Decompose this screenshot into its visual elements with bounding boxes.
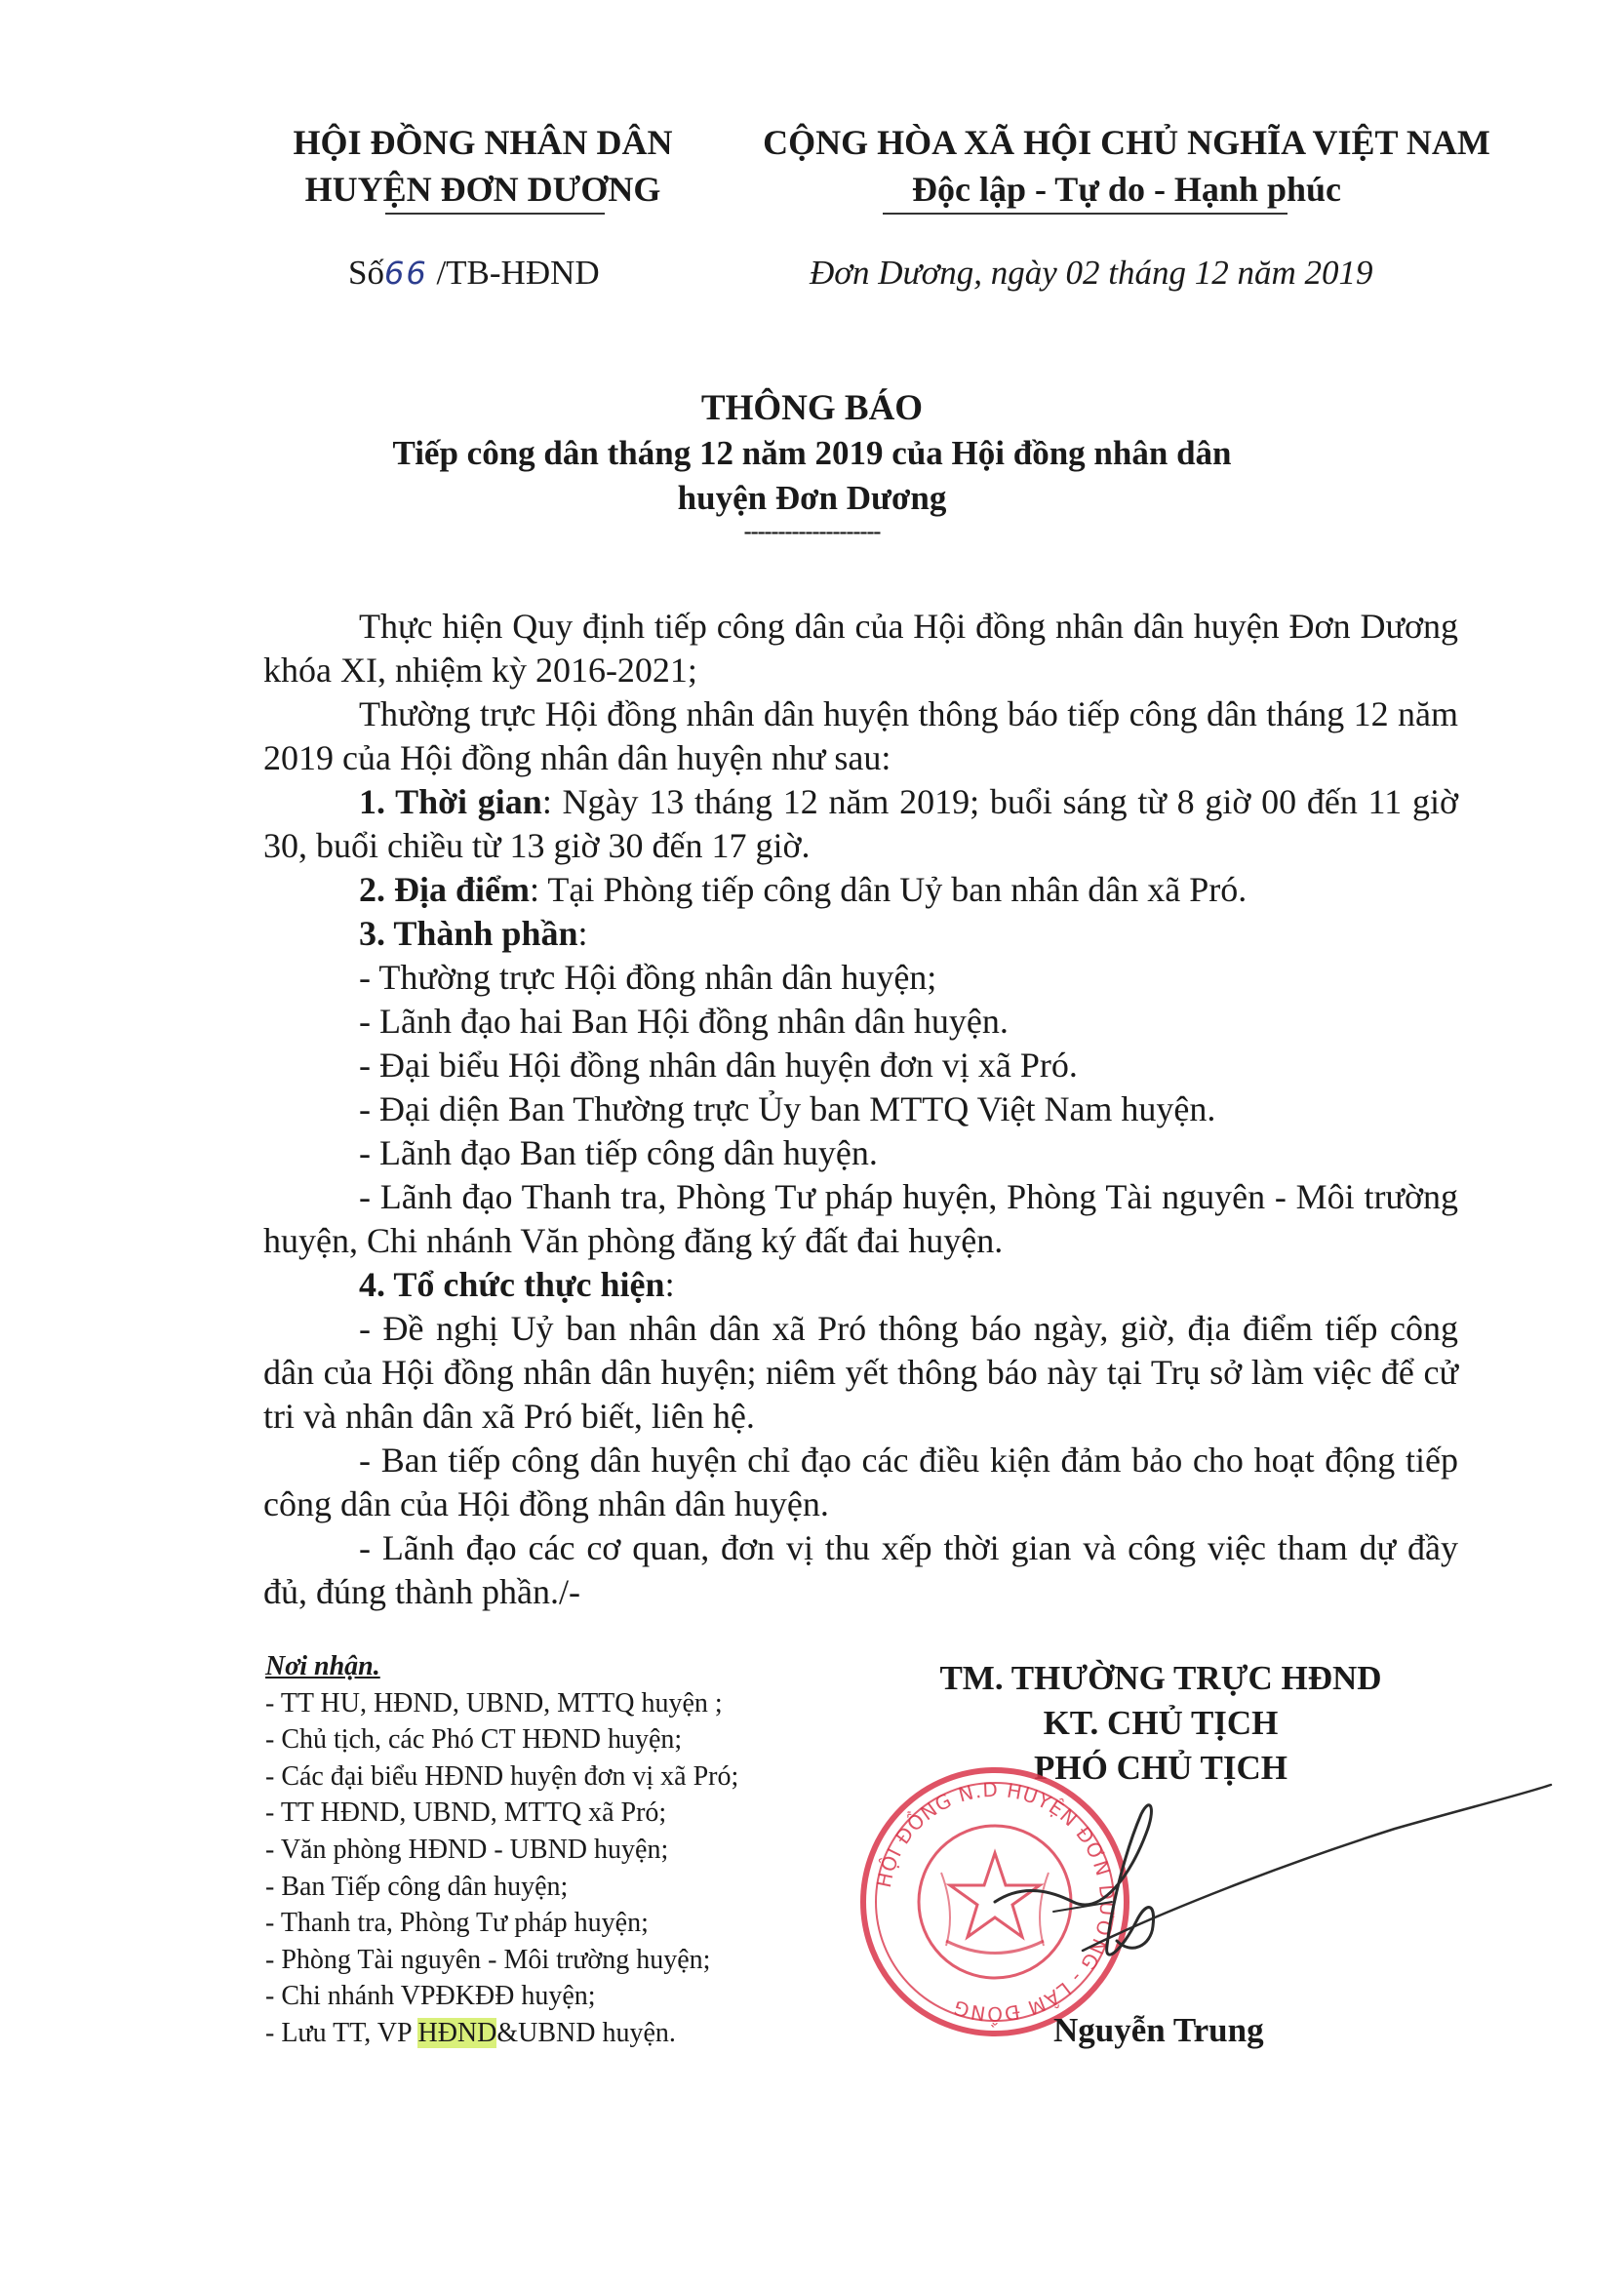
motto-underline: [883, 213, 1287, 215]
document-body: [263, 605, 1458, 1614]
recipients-heading: Nơi nhận.: [265, 1651, 380, 1681]
section-location-label: 2. Địa điểm: [359, 870, 530, 909]
recipient-item: - Các đại biểu HĐND huyện đơn vị xã Pró;: [265, 1760, 739, 1792]
section-time-text: : Ngày 13 tháng 12 năm 2019; buổi sáng từ 8 giờ 00 đến 11 giờ 30, buổi chiều từ 13 giờ 30 đến 17 giờ.: [263, 782, 1458, 865]
participant-item: - Lãnh đạo hai Ban Hội đồng nhân dân huyện.: [359, 1002, 1009, 1041]
recipient-item: - TT HĐND, UBND, MTTQ xã Pró;: [265, 1797, 667, 1829]
section-location-text: : Tại Phòng tiếp công dân Uỷ ban nhân dân xã Pró.: [530, 870, 1248, 909]
nation-line-1: CỘNG HÒA XÃ HỘI CHỦ NGHĨA VIỆT NAM: [763, 123, 1490, 162]
participant-item: - Đại diện Ban Thường trực Ủy ban MTTQ Việt Nam huyện.: [359, 1089, 1216, 1128]
number-suffix: /TB-HĐND: [436, 254, 600, 292]
participant-item: - Đại biểu Hội đồng nhân dân huyện đơn vị xã Pró.: [359, 1046, 1078, 1085]
document-date: Đơn Dương, ngày 02 tháng 12 năm 2019: [810, 254, 1373, 292]
recipients-list: [265, 1648, 851, 2052]
section-implementation-label: 4. Tổ chức thực hiện: [359, 1265, 665, 1304]
participant-item: - Thường trực Hội đồng nhân dân huyện;: [359, 958, 937, 997]
recipient-item: - Chi nhánh VPĐKĐĐ huyện;: [265, 1981, 596, 2012]
document-title: THÔNG BÁO: [700, 388, 924, 428]
signature-line-1: TM. THƯỜNG TRỰC HĐND: [939, 1659, 1382, 1697]
highlighted-text: HĐND: [417, 2017, 497, 2048]
recipient-item: - Chủ tịch, các Phó CT HĐND huyện;: [265, 1724, 683, 1756]
body-paragraph-1: Thực hiện Quy định tiếp công dân của Hội đồng nhân dân huyện Đơn Dương khóa XI, nhiệm kỳ 2016-2021;: [263, 607, 1458, 690]
nation-line-2: Độc lập - Tự do - Hạnh phúc: [911, 170, 1342, 209]
issuing-organization: [239, 119, 727, 213]
org-line-2: HUYỆN ĐƠN DƯƠNG: [304, 170, 661, 209]
subtitle-line-1: Tiếp công dân tháng 12 năm 2019 của Hội đồng nhân dân: [392, 434, 1232, 472]
recipient-item: - Văn phòng HĐND - UBND huyện;: [265, 1834, 669, 1865]
section-location: [263, 868, 1458, 912]
number-prefix: Số: [348, 254, 384, 292]
section-time: [263, 780, 1458, 868]
signature-line-3: PHÓ CHỦ TỊCH: [1034, 1749, 1287, 1787]
section-implementation: 4. Tổ chức thực hiện:: [359, 1265, 675, 1304]
section-participants: 3. Thành phần:: [359, 914, 588, 953]
participant-item: - Lãnh đạo Thanh tra, Phòng Tư pháp huyện, Phòng Tài nguyên - Môi trường huyện, Chi nhánh Văn phòng đăng ký đất đai huyện.: [263, 1177, 1458, 1260]
implementation-item: - Lãnh đạo các cơ quan, đơn vị thu xếp thời gian và công việc tham dự đầy đủ, đúng thành phần./-: [263, 1528, 1458, 1611]
implementation-item: - Ban tiếp công dân huyện chỉ đạo các điều kiện đảm bảo cho hoạt động tiếp công dân của Hội đồng nhân dân huyện.: [263, 1441, 1458, 1523]
participant-item: - Lãnh đạo Ban tiếp công dân huyện.: [359, 1133, 878, 1172]
signer-name: Nguyễn Trung: [1053, 2011, 1264, 2049]
org-line-1: HỘI ĐỒNG NHÂN DÂN: [293, 123, 673, 162]
recipient-item-archive: - Lưu TT, VP HĐND&UBND huyện.: [265, 2017, 676, 2048]
recipient-item: - Ban Tiếp công dân huyện;: [265, 1871, 569, 1902]
implementation-item: - Đề nghị Uỷ ban nhân dân xã Pró thông báo ngày, giờ, địa điểm tiếp công dân của Hội đồng nhân dân huyện; niêm yết thông báo này tại Trụ sở làm việc để cử tri và nhân dân xã Pró biết, liên hệ.: [263, 1309, 1458, 1436]
org-underline: [385, 213, 605, 215]
handwritten-signature: [936, 1756, 1561, 2009]
section-time-label: 1. Thời gian: [359, 782, 542, 821]
signature-line-2: KT. CHỦ TỊCH: [1043, 1704, 1279, 1742]
recipient-item: - Thanh tra, Phòng Tư pháp huyện;: [265, 1908, 649, 1939]
subtitle-line-2: huyện Đơn Dương: [677, 479, 947, 517]
recipient-item: - Phòng Tài nguyên - Môi trường huyện;: [265, 1944, 711, 1975]
national-motto: [741, 119, 1512, 213]
body-paragraph-2: Thường trực Hội đồng nhân dân huyện thông báo tiếp công dân tháng 12 năm 2019 của Hội đồng nhân dân huyện như sau:: [263, 694, 1458, 777]
document-subtitle: [0, 431, 1624, 521]
section-participants-label: 3. Thành phần: [359, 914, 578, 953]
title-divider: --------------------: [743, 519, 881, 544]
recipient-item: - TT HU, HĐND, UBND, MTTQ huyện ;: [265, 1687, 723, 1718]
svg-text:HỘI ĐỒNG N.D HUYỆN ĐƠN DƯƠNG -: HỘI ĐỒNG N.D HUYỆN ĐƠN DƯƠNG - LÂM ĐỒNG: [871, 1777, 1120, 2027]
document-number: [348, 254, 600, 293]
handwritten-number: 66: [383, 255, 428, 292]
